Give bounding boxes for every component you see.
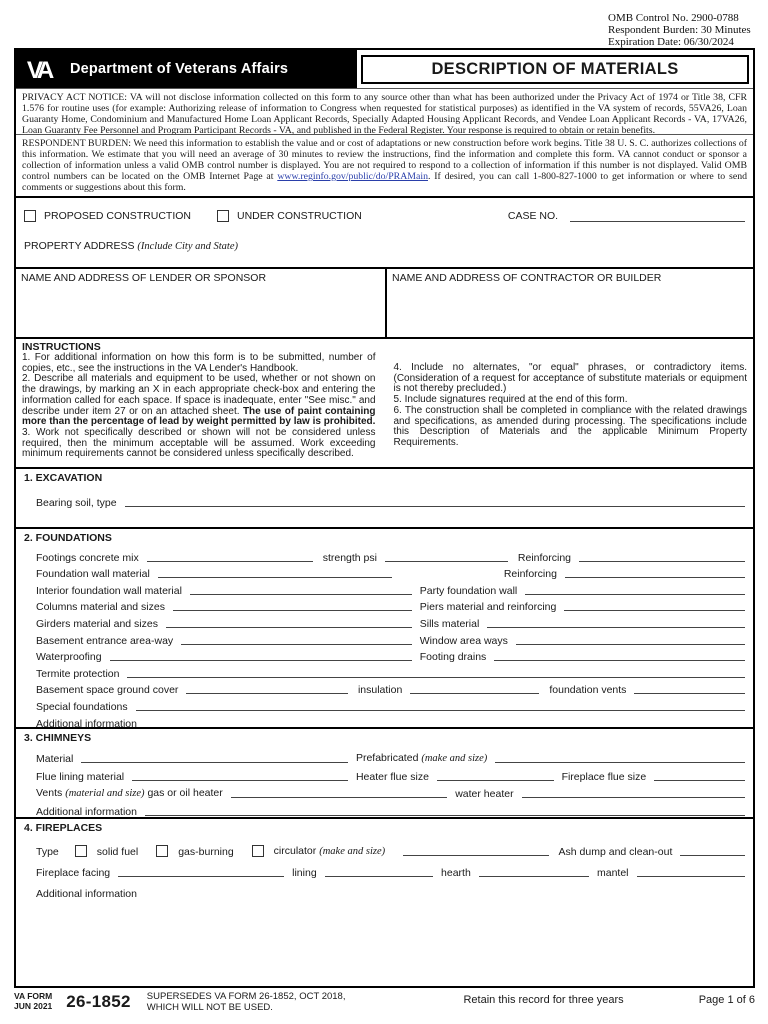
instruction-item-3: 3. Work not specifically described or shown will not be considered unless required, then the minimum acceptable will be assumed. Work exceeding minimum requirements cannot be considered unless specifically described.	[22, 426, 376, 460]
form-header	[16, 50, 753, 88]
form-footer	[14, 992, 755, 1013]
retain-note: Retain this record for three years	[463, 994, 624, 1006]
under-construction-checkbox[interactable]	[217, 210, 229, 222]
va-logo-icon	[26, 55, 62, 83]
gas-burning-label: gas-burning	[178, 846, 234, 858]
mantel-label: mantel	[596, 867, 629, 879]
footing-drains-label: Footing drains	[419, 651, 487, 664]
prefabricated-label: Prefabricated (make and size)	[355, 751, 488, 764]
contractor-name-box[interactable]: NAME AND ADDRESS OF CONTRACTOR OR BUILDER	[392, 272, 662, 284]
chimneys-row-additional	[24, 800, 745, 818]
fireplaces-additional-label: Additional information	[36, 888, 137, 900]
fireplace-flue-label: Fireplace flue size	[561, 770, 647, 783]
strength-psi-field[interactable]	[385, 561, 508, 562]
excavation-row	[24, 487, 745, 509]
fireplace-type-label: Type	[36, 846, 59, 858]
insulation-field[interactable]	[410, 693, 539, 694]
window-areaways-label: Window area ways	[419, 634, 508, 647]
circulator-field[interactable]	[403, 855, 548, 856]
vents-label: Vents (material and size) gas or oil heater	[36, 787, 223, 800]
supersedes-note	[147, 992, 346, 1013]
instructions-heading: INSTRUCTIONS	[22, 341, 101, 353]
instruction-item-6: 6. The construction shall be completed in compliance with the related drawings and specifications, as amended during processing. The specifications include this Description of Materials and the applicable Minimum Property Requirements.	[393, 404, 747, 448]
party-wall-field[interactable]	[525, 594, 745, 595]
fireplace-facing-field[interactable]	[118, 876, 284, 877]
fireplaces-row-type	[24, 837, 745, 858]
omb-control-number: OMB Control No. 2900-0788	[608, 12, 739, 24]
circulator-note: (make and size)	[319, 846, 386, 857]
lining-field[interactable]	[325, 876, 433, 877]
lender-name-box[interactable]: NAME AND ADDRESS OF LENDER OR SPONSOR	[16, 269, 387, 337]
interior-wall-field[interactable]	[190, 594, 412, 595]
form-outer-box	[14, 48, 755, 988]
page-indicator: Page 1 of 6	[698, 994, 755, 1006]
solid-fuel-label: solid fuel	[96, 846, 139, 858]
mantel-field[interactable]	[637, 876, 746, 877]
bearing-soil-field[interactable]	[125, 506, 745, 507]
instructions-section	[16, 337, 753, 467]
foundation-wall-field[interactable]	[158, 577, 392, 578]
supersedes-line-2: WHICH WILL NOT BE USED.	[146, 1001, 273, 1013]
gas-burning-checkbox[interactable]	[156, 845, 168, 857]
svg-text:VA: VA	[26, 57, 50, 83]
fireplace-flue-field[interactable]	[654, 780, 745, 781]
waterproofing-label: Waterproofing	[36, 651, 102, 664]
foundations-row-columns	[24, 597, 745, 614]
fireplace-facing-label: Fireplace facing	[36, 867, 111, 879]
title-area	[357, 50, 753, 88]
excavation-heading: 1. EXCAVATION	[24, 472, 103, 484]
special-foundations-label: Special foundations	[36, 700, 128, 713]
chimneys-row-vents	[24, 783, 745, 801]
foundations-row-girders	[24, 613, 745, 630]
case-no-label: CASE NO.	[507, 210, 559, 222]
lining-label: lining	[292, 867, 317, 879]
sills-field[interactable]	[487, 627, 745, 628]
piers-label: Piers material and reinforcing	[419, 601, 557, 614]
foundations-row-waterproofing	[24, 647, 745, 664]
girders-label: Girders material and sizes	[36, 617, 158, 630]
strength-psi-label: strength psi	[322, 551, 377, 564]
circulator-label: circulator (make and size)	[273, 845, 386, 857]
circulator-checkbox[interactable]	[252, 845, 264, 857]
foundations-additional-label: Additional information	[36, 717, 137, 730]
piers-field[interactable]	[564, 610, 745, 611]
agency-name: Department of Veterans Affairs	[70, 61, 289, 77]
prefabricated-note: (make and size)	[421, 752, 488, 764]
window-areaways-field[interactable]	[516, 644, 745, 645]
hearth-field[interactable]	[479, 876, 589, 877]
vents-note: (material and size)	[65, 788, 145, 800]
flue-lining-label: Flue lining material	[36, 770, 125, 783]
interior-wall-label: Interior foundation wall material	[36, 584, 182, 597]
foundations-row-ground-cover	[24, 680, 745, 697]
termite-field[interactable]	[127, 677, 745, 678]
form-title: DESCRIPTION OF MATERIALS	[361, 55, 749, 84]
property-address-note: (Include City and State)	[137, 241, 239, 252]
section-excavation	[16, 467, 753, 527]
omb-expiration-date: Expiration Date: 06/30/2024	[608, 36, 734, 48]
girders-field[interactable]	[166, 627, 412, 628]
fireplaces-heading: 4. FIREPLACES	[24, 822, 103, 834]
foundations-row-wall	[24, 564, 745, 581]
water-heater-label: water heater	[455, 788, 514, 801]
section-fireplaces	[16, 817, 753, 986]
omb-block	[608, 12, 751, 48]
omb-respondent-burden: Respondent Burden: 30 Minutes	[608, 24, 751, 36]
chimneys-additional-label: Additional information	[36, 806, 137, 819]
ground-cover-label: Basement space ground cover	[36, 684, 179, 697]
reinforcing-a-label: Reinforcing	[517, 551, 572, 564]
chimneys-row-material	[24, 747, 745, 765]
instruction-item-1: 1. For additional information on how this form is to be submitted, number of copies, etc., see the instructions in the VA Lender's Handbook.	[22, 352, 376, 374]
instruction-item-2-text: 2. Describe all materials and equipment to be used, whether or not shown on the drawings, by marking an X in each appropriate check-box and entering the information called for each space. If space is inadequate, enter "See misc." and describe under item 27 or on an attached sheet.	[22, 373, 376, 417]
instruction-item-4: 4. Include no alternates, "or equal" phrases, or contradictory items. (Consideration of a request for acceptance of substitute materials or equipment is not thereby precluded.)	[393, 362, 747, 395]
ash-dump-field[interactable]	[680, 855, 745, 856]
name-address-boxes	[16, 267, 753, 337]
foundations-row-footings	[24, 547, 745, 564]
fireplaces-row-additional	[24, 879, 745, 900]
chimney-material-label: Material	[36, 752, 74, 765]
foundations-row-special	[24, 696, 745, 713]
reinforcing-b-field[interactable]	[565, 577, 745, 578]
footings-mix-label: Footings concrete mix	[36, 551, 139, 564]
foundations-row-termite	[24, 663, 745, 680]
flue-lining-field[interactable]	[132, 780, 348, 781]
agency-bar	[16, 50, 357, 88]
party-wall-label: Party foundation wall	[419, 584, 518, 597]
ground-cover-field[interactable]	[186, 693, 348, 694]
construction-status-row	[24, 206, 745, 226]
heater-flue-field[interactable]	[437, 780, 554, 781]
instructions-left-column	[22, 342, 385, 464]
sills-label: Sills material	[419, 617, 480, 630]
bearing-soil-label: Bearing soil, type	[36, 497, 117, 509]
columns-field[interactable]	[173, 610, 412, 611]
instruction-item-5: 5. Include signatures required at the end of this form.	[393, 394, 628, 406]
waterproofing-field[interactable]	[110, 660, 412, 661]
case-no-field[interactable]	[570, 210, 745, 222]
foundation-wall-label: Foundation wall material	[36, 568, 150, 581]
proposed-construction-label: PROPOSED CONSTRUCTION	[44, 210, 192, 222]
heater-flue-label: Heater flue size	[355, 770, 429, 783]
vents-gas-field[interactable]	[231, 797, 447, 798]
basement-entrance-field[interactable]	[181, 644, 412, 645]
footings-mix-field[interactable]	[147, 561, 313, 562]
ash-dump-label: Ash dump and clean-out	[558, 846, 673, 858]
va-form-date: JUN 2021	[14, 1000, 53, 1011]
basement-entrance-label: Basement entrance area-way	[36, 634, 174, 647]
chimneys-row-flue	[24, 765, 745, 783]
instructions-right-column	[385, 342, 748, 464]
respondent-burden-text: RESPONDENT BURDEN: We need this information to establish the value and or cost of adaptations or new construction before work begins. Title 38 U. S. C. authorizes collections of this information. We estimate that you will need an average of 30 minutes to review the instructions, find the information and complete this form. VA cannot conduct or sponsor a collection of information unless a valid OMB control number is displayed. You are not required to respond to a collection of information if this number is not displayed. Valid OMB control numbers can be located on the OMB Internet Page at	[22, 138, 747, 182]
property-address-label: PROPERTY ADDRESS	[24, 240, 135, 252]
supersedes-line-1: SUPERSEDES VA FORM 26-1852, OCT 2018,	[146, 991, 346, 1002]
proposed-construction-checkbox[interactable]	[24, 210, 36, 222]
fireplaces-row-facing	[24, 858, 745, 879]
solid-fuel-checkbox[interactable]	[75, 845, 87, 857]
chimney-material-field[interactable]	[81, 762, 348, 763]
foundation-vents-label: foundation vents	[549, 684, 627, 697]
termite-label: Termite protection	[36, 667, 120, 680]
section-foundations	[16, 527, 753, 730]
respondent-burden-text-tail: . If desired, you can call 1-800-827-1000 to get information or where to send comments or suggestions about this form.	[22, 171, 747, 193]
reinforcing-a-field[interactable]	[579, 561, 745, 562]
hearth-label: hearth	[441, 867, 471, 879]
respondent-burden-notice	[16, 134, 753, 196]
water-heater-field[interactable]	[522, 797, 745, 798]
prefabricated-field[interactable]	[495, 762, 745, 763]
va-form-label: VA FORM	[14, 991, 53, 1001]
va-form-stamp	[14, 992, 52, 1011]
footing-drains-field[interactable]	[494, 660, 745, 661]
instruction-item-2-bold: The use of paint containing more than the percentage of lead by weight permitted by law is prohibited.	[22, 405, 376, 428]
special-foundations-field[interactable]	[136, 710, 745, 711]
chimneys-heading: 3. CHIMNEYS	[24, 732, 92, 744]
section-chimneys	[16, 727, 753, 817]
pra-main-link[interactable]: www.reginfo.gov/public/do/PRAMain	[277, 171, 428, 182]
property-address-row	[24, 240, 745, 252]
privacy-act-notice: PRIVACY ACT NOTICE: VA will not disclose information collected on this form to any source other than what has been authorized under the Privacy Act of 1974 or Title 38, CFR 1.576 for routine uses (for example: Authorizing release of information to Congress when requested for statistical purposes) as identified in the VA system of records, 55VA26, Loan Guaranty Home, Condominium and Manufactured Home Loan Applicant Records, Specially Adapted Housing Applicant Records, and Vendee Loan Applicant Records - VA, 17VA26, Loan Guaranty Fee Personnel and Program Participant Records - VA, and published in the Federal Register. Your response is required to obtain or retain benefits.	[16, 88, 753, 134]
under-construction-label: UNDER CONSTRUCTION	[237, 210, 362, 222]
construction-status-section	[16, 196, 753, 267]
insulation-label: insulation	[357, 684, 403, 697]
foundations-row-interior	[24, 580, 745, 597]
foundations-heading: 2. FOUNDATIONS	[24, 532, 112, 544]
form-number: 26-1852	[66, 992, 131, 1011]
reinforcing-b-label: Reinforcing	[503, 568, 557, 581]
instruction-item-2	[22, 374, 376, 428]
columns-label: Columns material and sizes	[36, 601, 165, 614]
foundations-row-basement-entrance	[24, 630, 745, 647]
foundation-vents-field[interactable]	[634, 693, 745, 694]
